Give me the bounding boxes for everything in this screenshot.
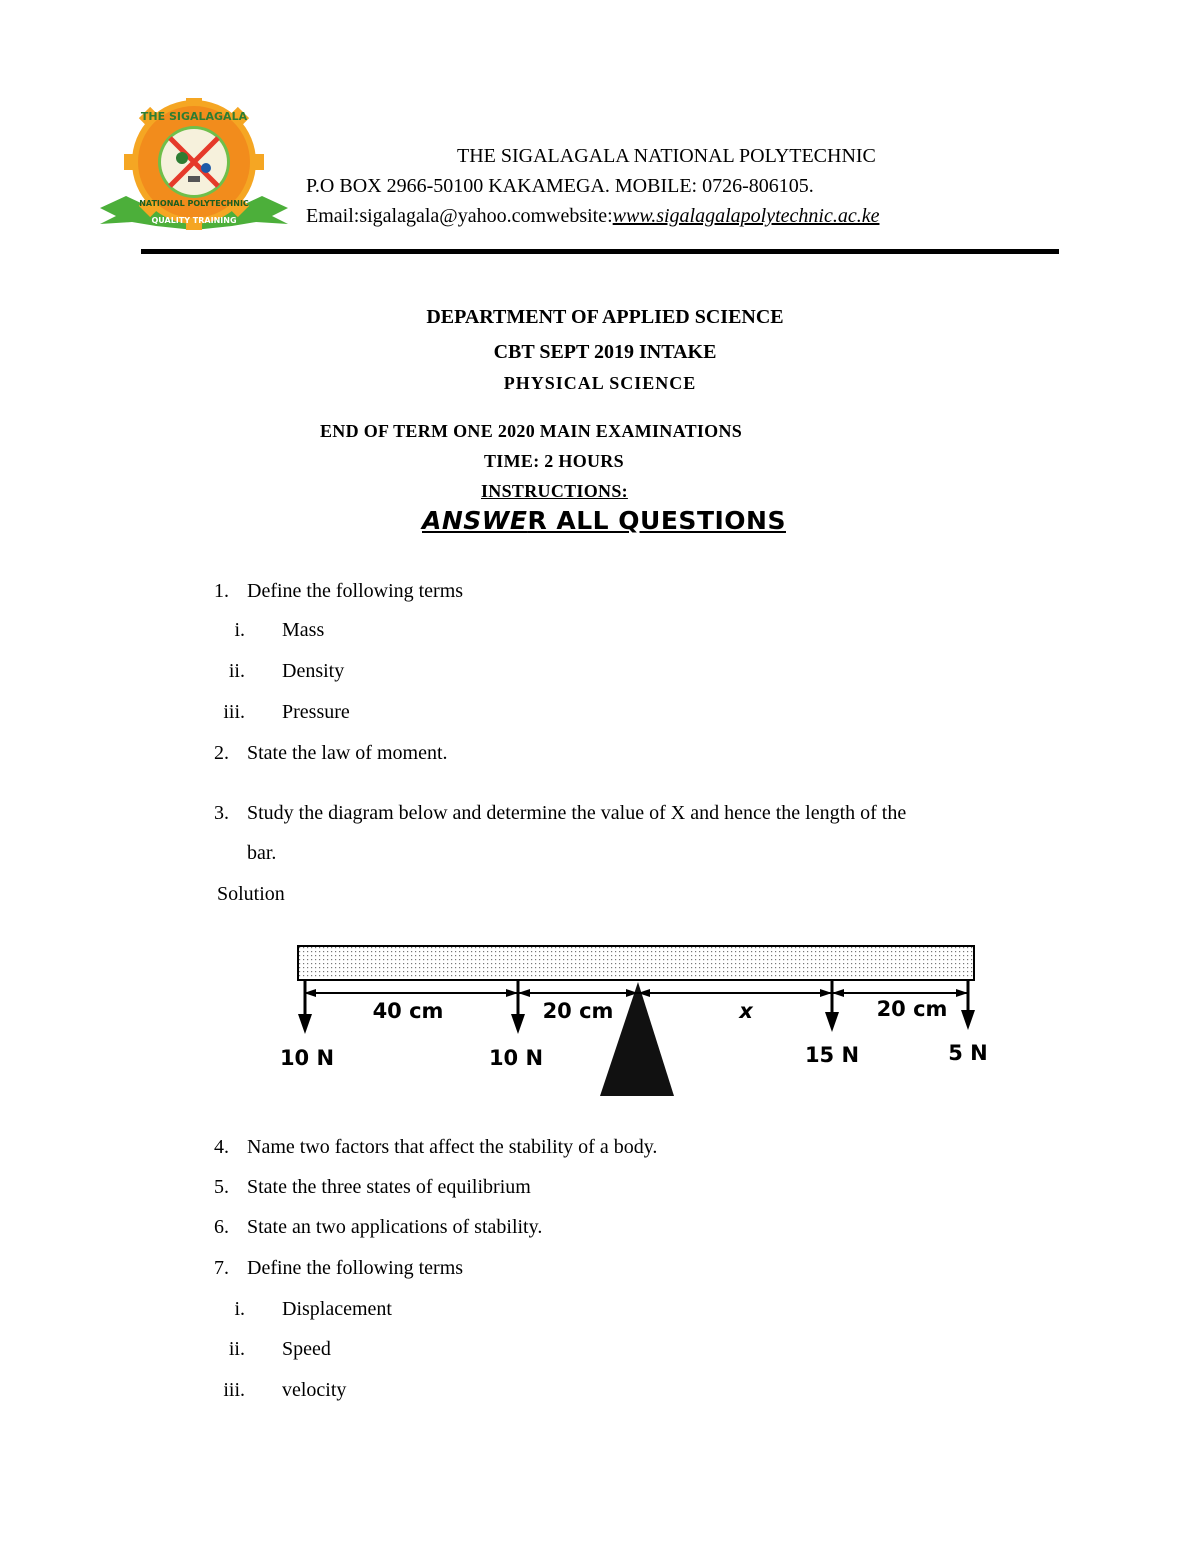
sub-number: ii. <box>228 660 245 682</box>
force-label: 5 N <box>948 1041 988 1065</box>
force-arrow-icon <box>825 980 839 1032</box>
question-7-sub-i <box>0 1296 1200 1322</box>
question-1-sub-iii <box>0 699 1200 725</box>
question-7 <box>0 1255 1200 1281</box>
question-1 <box>0 578 1200 604</box>
sub-number: iii. <box>223 701 245 723</box>
question-number: 1. <box>214 580 229 602</box>
answer-all-instruction <box>422 506 786 535</box>
question-number: 2. <box>214 742 229 764</box>
question-1-sub-i <box>0 617 1200 643</box>
force-label: 10 N <box>279 1046 335 1070</box>
question-text: State the three states of equilibrium <box>247 1176 531 1198</box>
sub-text: velocity <box>282 1379 347 1401</box>
force-arrow-icon <box>511 980 525 1034</box>
question-7-sub-iii <box>0 1377 1200 1403</box>
question-5 <box>0 1174 1200 1200</box>
exam-time: TIME: 2 HOURS <box>484 451 624 471</box>
sub-text: Speed <box>282 1338 331 1360</box>
question-text: State an two applications of stability. <box>247 1216 543 1238</box>
question-number: 6. <box>214 1216 229 1238</box>
distance-label: 40 cm <box>372 999 444 1023</box>
exam-title: END OF TERM ONE 2020 MAIN EXAMINATIONS <box>320 421 743 441</box>
lever-bar <box>298 946 974 980</box>
force-arrow-icon <box>298 980 312 1034</box>
intake-title: CBT SEPT 2019 INTAKE <box>493 341 717 363</box>
force-label: 10 N <box>488 1046 544 1070</box>
question-text: Define the following terms <box>247 1257 464 1279</box>
question-2 <box>0 740 1200 766</box>
question-text: Define the following terms <box>247 580 464 602</box>
question-text: State the law of moment. <box>247 742 448 764</box>
sub-text: Pressure <box>282 701 350 723</box>
sub-text: Density <box>282 660 345 682</box>
sub-text: Mass <box>282 619 325 641</box>
question-6 <box>0 1214 1200 1240</box>
answer-rest-part: R ALL QUESTIONS <box>527 506 786 535</box>
question-3 <box>0 800 1200 826</box>
instructions-heading: INSTRUCTIONS: <box>481 481 628 501</box>
question-number: 3. <box>214 802 229 824</box>
institution-contact <box>306 204 879 228</box>
question-4 <box>0 1134 1200 1160</box>
distance-label: 20 cm <box>876 997 948 1021</box>
question-7-sub-ii <box>0 1336 1200 1362</box>
logo-ribbon-text: QUALITY TRAINING <box>151 216 237 225</box>
question-text-line-2: bar. <box>247 842 277 864</box>
logo-ring-top-text: THE SIGALAGALA <box>140 110 248 123</box>
department-title: DEPARTMENT OF APPLIED SCIENCE <box>426 306 784 328</box>
question-number: 4. <box>214 1136 229 1158</box>
sub-number: iii. <box>223 1379 245 1401</box>
header-divider <box>141 249 1059 254</box>
solution-label: Solution <box>217 883 285 905</box>
website-link[interactable]: www.sigalagalapolytechnic.ac.ke <box>612 205 880 227</box>
question-number: 5. <box>214 1176 229 1198</box>
sub-number: i. <box>234 619 245 641</box>
sub-number: ii. <box>228 1338 245 1360</box>
logo-ring-bottom-text: NATIONAL POLYTECHNIC <box>139 199 249 208</box>
institution-name: THE SIGALAGALA NATIONAL POLYTECHNIC <box>457 145 876 167</box>
question-1-sub-ii <box>0 658 1200 684</box>
force-label: 15 N <box>804 1043 860 1067</box>
institution-address: P.O BOX 2966-50100 KAKAMEGA. MOBILE: 0726-806105. <box>306 175 814 197</box>
subject-title: PHYSICAL SCIENCE <box>503 373 697 393</box>
email-text: Email:sigalagala@yahoo.comwebsite: <box>306 205 613 227</box>
distance-label: x <box>739 999 753 1023</box>
question-text-line-1: Study the diagram below and determine the value of X and hence the length of the <box>247 802 907 824</box>
question-number: 7. <box>214 1257 229 1279</box>
question-text: Name two factors that affect the stability of a body. <box>247 1136 658 1158</box>
polytechnic-logo <box>96 98 292 230</box>
force-arrow-icon <box>961 980 975 1030</box>
distance-label: 20 cm <box>542 999 614 1023</box>
sub-number: i. <box>234 1298 245 1320</box>
lever-diagram <box>262 938 1002 1098</box>
sub-text: Displacement <box>282 1298 392 1320</box>
answer-italic-part: ANSWE <box>422 506 528 535</box>
